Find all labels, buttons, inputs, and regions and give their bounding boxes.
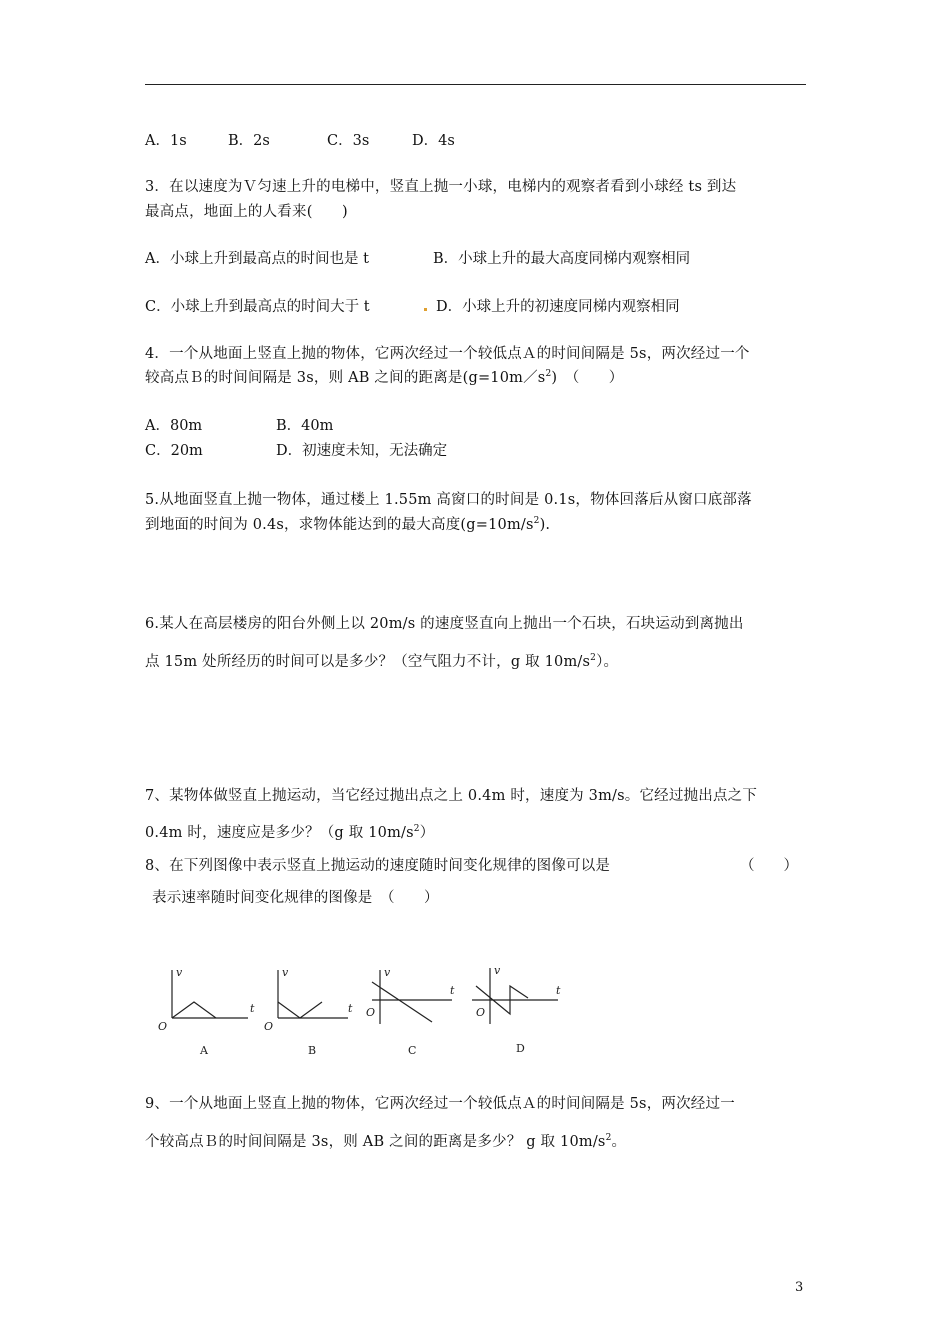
q6-line1: 6.某人在高层楼房的阳台外侧上以 20m/s 的速度竖直向上抛出一个石块，石块运动到离抛出 bbox=[145, 616, 744, 632]
q8-paren: （ ） bbox=[740, 858, 798, 874]
q3-option-c: C．小球上升到最高点的时间大于 t bbox=[145, 299, 370, 315]
q4-option-a: A．80m bbox=[145, 418, 203, 434]
graph-b-label: B bbox=[308, 1044, 317, 1057]
header-rule bbox=[145, 84, 806, 85]
q2-option-b: B．2s bbox=[228, 133, 270, 149]
graph-b bbox=[264, 966, 353, 1057]
graph-a-v-label: v bbox=[176, 966, 183, 979]
q8-line2: 表示速率随时间变化规律的图像是 （ ） bbox=[152, 890, 439, 906]
graph-c bbox=[366, 966, 455, 1057]
mark-dot bbox=[424, 308, 427, 311]
q3-option-a: A．小球上升到最高点的时间也是 t bbox=[145, 251, 369, 267]
q3-option-d: D．小球上升的初速度同梯内观察相同 bbox=[436, 299, 680, 315]
q6-line2: 点 15m 处所经历的时间可以是多少？（空气阻力不计，g 取 $10m/s^2$）。 bbox=[145, 653, 619, 670]
graph-c-curve bbox=[372, 982, 432, 1022]
graph-d-v-label: v bbox=[494, 964, 501, 977]
q5-line1: 5.从地面竖直上抛一物体，通过楼上 1.55m 高窗口的时间是 0.1s，物体回落后从窗口底部落 bbox=[145, 492, 752, 508]
q2-option-d: D．4s bbox=[412, 133, 455, 149]
graph-a-origin: O bbox=[158, 1020, 168, 1033]
graph-c-v-label: v bbox=[384, 966, 391, 979]
q9-line1: 9、一个从地面上竖直上抛的物体，它两次经过一个较低点Ａ的时间间隔是 5s，两次经过一 bbox=[145, 1096, 735, 1112]
q4-line1: 4．一个从地面上竖直上抛的物体，它两次经过一个较低点Ａ的时间间隔是 5s，两次经过一个 bbox=[145, 346, 750, 362]
graph-d-t-label: t bbox=[556, 984, 561, 997]
graph-a-t-label: t bbox=[250, 1002, 255, 1015]
graph-c-label: C bbox=[408, 1044, 417, 1057]
q8-line1: 8、在下列图像中表示竖直上抛运动的速度随时间变化规律的图像可以是 bbox=[145, 858, 611, 874]
graph-b-v-label: v bbox=[282, 966, 289, 979]
graph-b-curve bbox=[278, 1002, 322, 1018]
q4-option-b: B．40m bbox=[276, 418, 334, 434]
page-number: 3 bbox=[795, 1280, 804, 1295]
q3-line1: 3．在以速度为Ｖ匀速上升的电梯中，竖直上抛一小球，电梯内的观察者看到小球经 ts 到达 bbox=[145, 179, 737, 195]
q2-option-a: A．1s bbox=[145, 133, 187, 149]
q4-option-c: C．20m bbox=[145, 443, 203, 459]
q4-option-d: D．初速度未知，无法确定 bbox=[276, 443, 448, 459]
q3-line2: 最高点，地面上的人看来( ) bbox=[145, 204, 348, 220]
q9-line2: 个较高点Ｂ的时间间隔是 3s，则 AB 之间的距离是多少？ g 取 $10m/s^2$。 bbox=[145, 1133, 627, 1150]
q8-graphs bbox=[140, 960, 580, 1060]
graph-b-t-label: t bbox=[348, 1002, 353, 1015]
graph-a-label: A bbox=[200, 1044, 208, 1057]
graph-a-curve bbox=[172, 1002, 216, 1018]
graph-d bbox=[472, 964, 561, 1055]
graph-b-origin: O bbox=[264, 1020, 274, 1033]
q7-line2: 0.4m 时，速度应是多少？（g 取 $10m/s^2$） bbox=[145, 824, 435, 841]
graph-d-label: D bbox=[516, 1042, 525, 1055]
graph-c-t-label: t bbox=[450, 984, 455, 997]
q3-option-b: B．小球上升的最大高度同梯内观察相同 bbox=[433, 251, 691, 267]
q7-line1: 7、某物体做竖直上抛运动，当它经过抛出点之上 0.4m 时，速度为 3m/s。它经过抛出点之下 bbox=[145, 788, 758, 804]
graph-d-origin: O bbox=[476, 1006, 486, 1019]
graph-c-origin: O bbox=[366, 1006, 376, 1019]
graph-a bbox=[158, 966, 255, 1057]
q5-line2: 到地面的时间为 0.4s，求物体能达到的最大高度$(g=10m/s^2)$. bbox=[145, 516, 551, 533]
q4-line2: 较高点Ｂ的时间间隔是 3s，则 AB 之间的距离是$(g=10m/s^2)$ （ ） bbox=[145, 369, 624, 386]
q2-option-c: C．3s bbox=[327, 133, 370, 149]
